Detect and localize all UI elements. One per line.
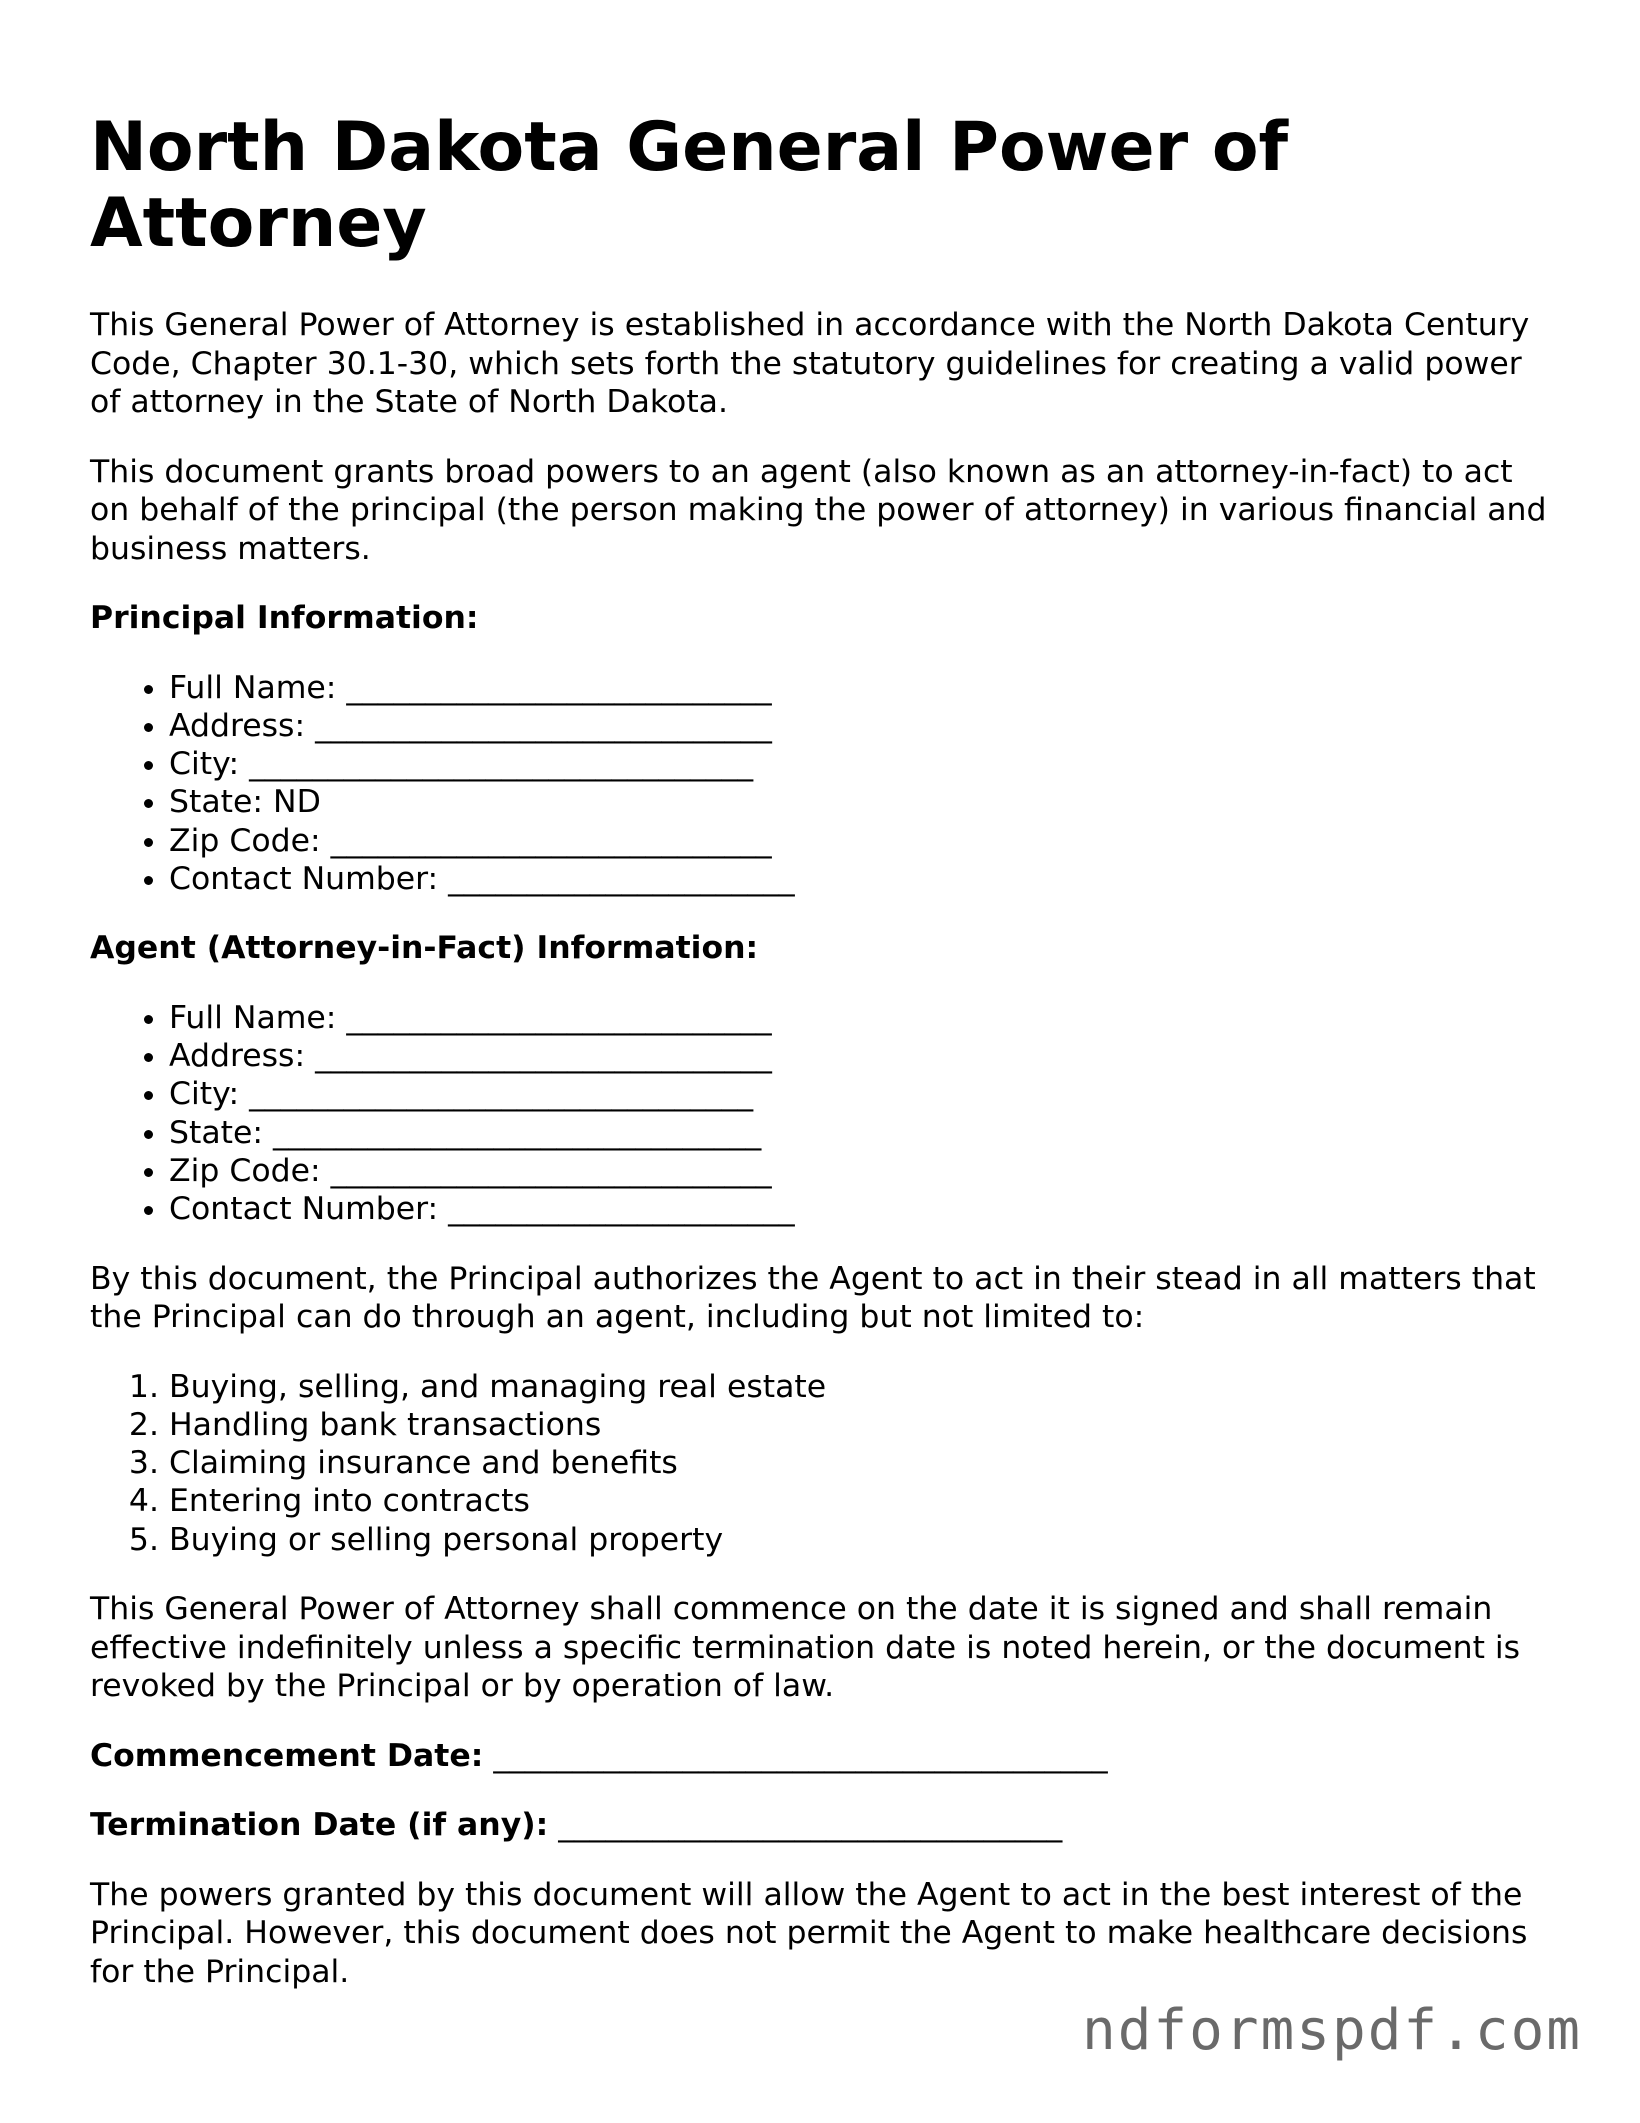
powers-list	[90, 1368, 1550, 1559]
principal-full-name-field: • Full Name: ___________________________	[169, 669, 1550, 707]
principal-city-field: • City: ________________________________	[169, 745, 1550, 783]
principal-heading: Principal Information:	[90, 600, 479, 636]
authorization-paragraph: By this document, the Principal authorizes the Agent to act in their stead in all matters that the Principal can do through an agent, including but not limited to:	[90, 1260, 1536, 1336]
site-watermark: ndformspdf.com	[1081, 1998, 1582, 2063]
agent-heading: Agent (Attorney-in-Fact) Information:	[90, 930, 759, 967]
agent-contact-field: • Contact Number: ______________________	[169, 1190, 1550, 1228]
commencement-paragraph: This General Power of Attorney shall commence on the date it is signed and shall remain effective indefinitely unless a specific termination date is noted herein, or the document is revoked by the Principal or by operation of law.	[90, 1591, 1521, 1705]
agent-city-field: • City: ________________________________	[169, 1075, 1550, 1113]
agent-state-field: • State: _______________________________	[169, 1114, 1550, 1152]
power-item: 2. Handling bank transactions	[169, 1406, 1550, 1444]
principal-zip-field: • Zip Code: ____________________________	[169, 822, 1550, 860]
principal-address-field: • Address: _____________________________	[169, 707, 1550, 745]
power-item: 5. Buying or selling personal property	[169, 1521, 1550, 1559]
power-item: 1. Buying, selling, and managing real estate	[169, 1368, 1550, 1406]
commencement-date-blank: _______________________________________	[493, 1737, 1108, 1774]
power-item: 4. Entering into contracts	[169, 1482, 1550, 1520]
document-page	[90, 110, 1550, 2022]
document-title: North Dakota General Power of Attorney	[90, 108, 1289, 263]
principal-state-field: • State: ND	[169, 783, 1550, 821]
commencement-date-row	[90, 1737, 1550, 1776]
agent-address-field: • Address: _____________________________	[169, 1037, 1550, 1075]
termination-date-row	[90, 1806, 1550, 1845]
commencement-date-label: Commencement Date:	[90, 1737, 484, 1774]
closing-paragraph: The powers granted by this document will allow the Agent to act in the best interest of the Principal. However, this document does not permit the Agent to make healthcare decisions for the Principal.	[90, 1876, 1528, 1990]
power-item: 3. Claiming insurance and benefits	[169, 1444, 1550, 1482]
principal-fields-list	[90, 669, 1550, 899]
agent-full-name-field: • Full Name: ___________________________	[169, 999, 1550, 1037]
agent-fields-list	[90, 999, 1550, 1229]
termination-date-label: Termination Date (if any):	[90, 1807, 549, 1844]
termination-date-blank: ________________________________	[558, 1807, 1063, 1844]
intro-paragraph-2: This document grants broad powers to an agent (also known as an attorney-in-fact) to act on behalf of the principal (the person making the power of attorney) in various financial and business matters.	[90, 453, 1547, 567]
principal-contact-field: • Contact Number: ______________________	[169, 860, 1550, 898]
agent-zip-field: • Zip Code: ____________________________	[169, 1152, 1550, 1190]
intro-paragraph-1: This General Power of Attorney is established in accordance with the North Dakota Century Code, Chapter 30.1-30, which sets forth the statutory guidelines for creating a valid power of attorney in the State of North Dakota.	[90, 307, 1530, 420]
